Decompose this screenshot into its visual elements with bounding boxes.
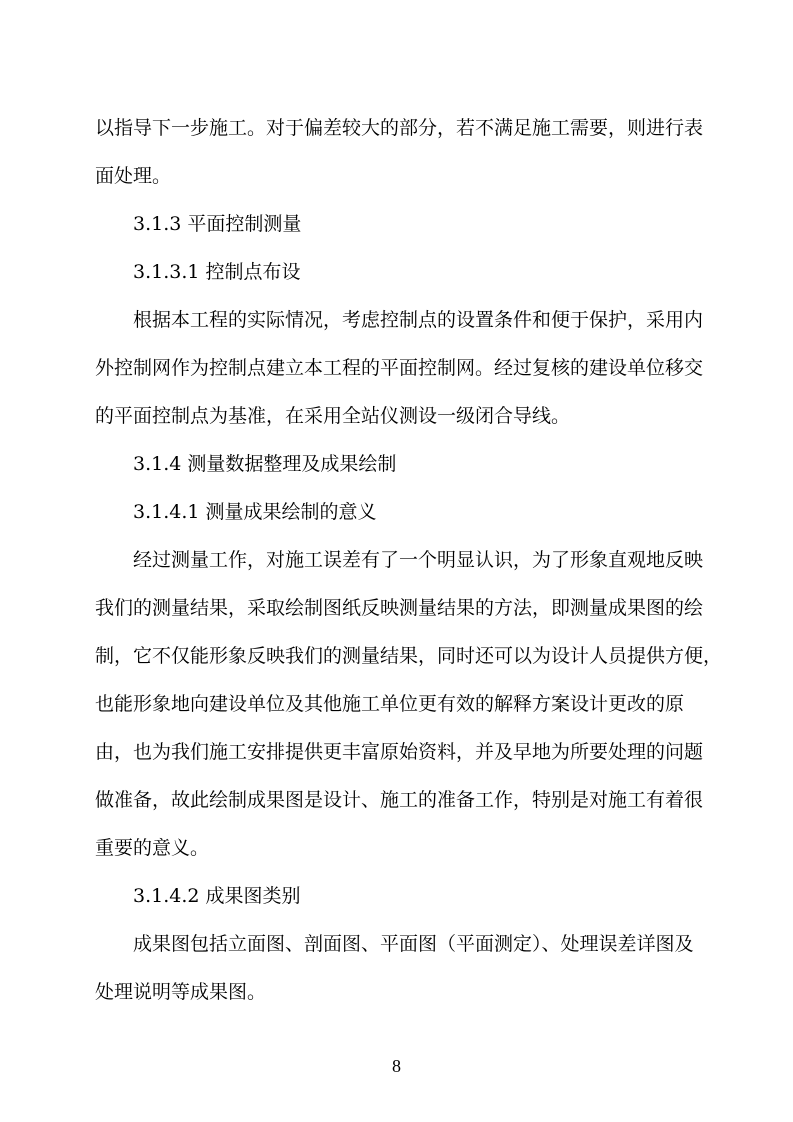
paragraph-line: 我们的测量结果，采取绘制图纸反映测量结果的方法，即测量成果图的绘 (95, 597, 704, 619)
paragraph-line: 面处理。 (95, 165, 172, 187)
subsection-heading: 3.1.4.1 测量成果绘制的意义 (133, 501, 377, 523)
paragraph-line: 也能形象地向建设单位及其他施工单位更有效的解释方案设计更改的原 (95, 693, 685, 715)
paragraph-line: 做准备，故此绘制成果图是设计、施工的准备工作，特别是对施工有着很 (95, 789, 704, 811)
paragraph-line: 成果图包括立面图、剖面图、平面图（平面测定）、处理误差详图及 (133, 933, 694, 955)
paragraph-line: 重要的意义。 (95, 837, 210, 859)
paragraph-line: 制，它不仅能形象反映我们的测量结果，同时还可以为设计人员提供方便， (95, 645, 723, 667)
page-number: 8 (392, 1056, 401, 1076)
subsection-heading: 3.1.4.2 成果图类别 (133, 885, 301, 907)
section-heading: 3.1.3 平面控制测量 (133, 213, 302, 235)
paragraph-line: 处理说明等成果图。 (95, 981, 267, 1003)
paragraph-line: 的平面控制点为基准，在采用全站仪测设一级闭合导线。 (95, 405, 571, 427)
paragraph-line: 由，也为我们施工安排提供更丰富原始资料，并及早地为所要处理的问题 (95, 741, 704, 763)
subsection-heading: 3.1.3.1 控制点布设 (133, 261, 301, 283)
paragraph-line: 外控制网作为控制点建立本工程的平面控制网。经过复核的建设单位移交 (95, 357, 704, 379)
paragraph-line: 以指导下一步施工。对于偏差较大的部分，若不满足施工需要，则进行表 (95, 117, 704, 139)
paragraph-line: 根据本工程的实际情况，考虑控制点的设置条件和便于保护，采用内 (133, 309, 704, 331)
paragraph-line: 经过测量工作，对施工误差有了一个明显认识，为了形象直观地反映 (133, 549, 704, 571)
section-heading: 3.1.4 测量数据整理及成果绘制 (133, 453, 397, 475)
